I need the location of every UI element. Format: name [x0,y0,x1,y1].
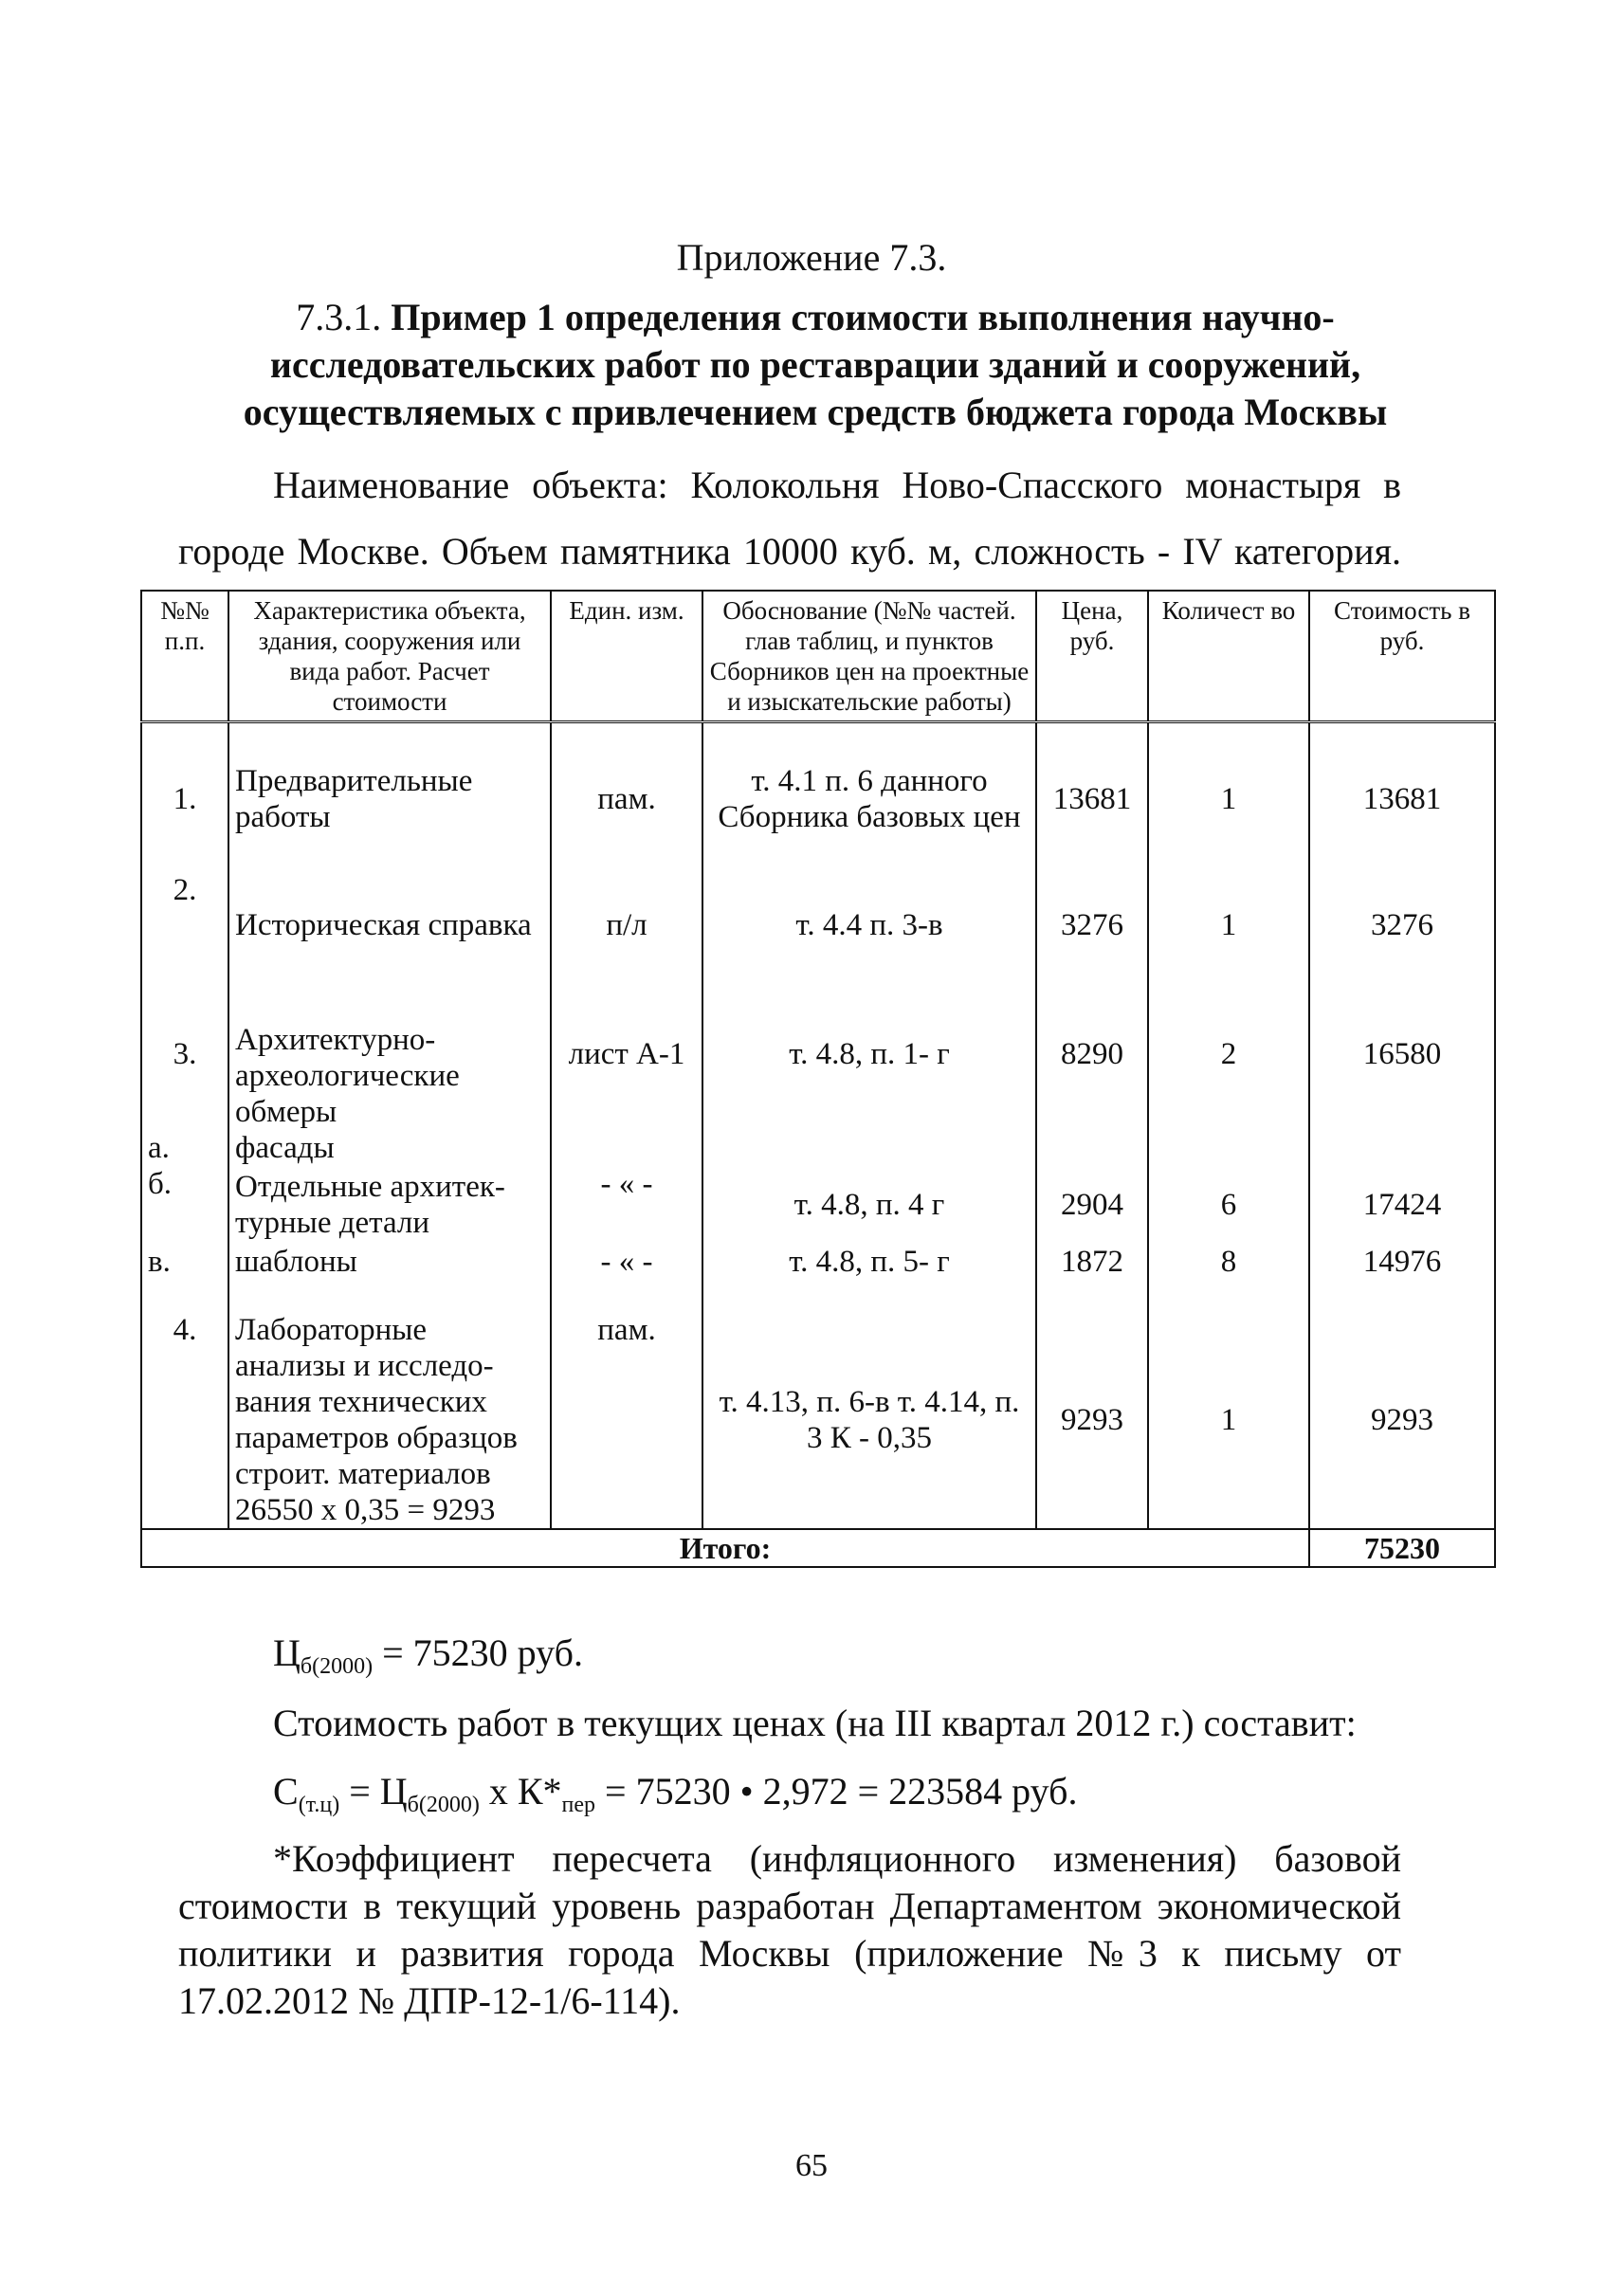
base-cost-symbol: Ц [273,1631,301,1674]
header-cost: Стоимость в руб. [1309,591,1495,722]
total-label: Итого: [141,1529,1309,1567]
formula-c: С [273,1770,299,1813]
table-row [141,722,1495,872]
row-name: шаблоны [228,1244,551,1312]
row-number: б. [141,1166,228,1244]
row-price: 13681 [1036,722,1148,872]
row-name: Архитектурно-археологические обмеры [228,978,551,1130]
row-cost [1309,1130,1495,1166]
footnote [178,1835,1401,2025]
row-unit: пам. [551,1312,702,1529]
heading-text: Пример 1 определения стоимости выполнения научно-исследовательских работ по реставрации зданий и сооружений, осуществляемых с привлечением средств бюджета города Москвы [243,296,1388,433]
row-basis [702,1130,1036,1166]
row-quantity [1148,1130,1309,1166]
row-unit: - « - [551,1244,702,1312]
base-cost-value: = 75230 руб. [373,1631,583,1674]
table-row [141,978,1495,1130]
row-price [1036,1130,1148,1166]
row-price: 1872 [1036,1244,1148,1312]
row-number: а. [141,1130,228,1166]
row-number: 4. [141,1312,228,1529]
row-basis: т. 4.4 п. 3-в [702,872,1036,978]
row-price: 9293 [1036,1312,1148,1529]
object-name-line-2: городе Москве. Объем памятника 10000 куб. м, сложность - IV категория. [178,530,1401,573]
formula-c-subscript: (т.ц) [298,1793,340,1817]
row-unit [551,1130,702,1166]
appendix-title: Приложение 7.3. [676,236,947,279]
row-basis: т. 4.1 п. 6 данного Сборника базовых цен [702,722,1036,872]
row-unit: пам. [551,722,702,872]
cost-table [140,590,1496,1568]
row-unit: - « - [551,1166,702,1244]
current-price-intro: Стоимость работ в текущих ценах (на III квартал 2012 г.) составит: [273,1702,1357,1744]
row-unit: п/л [551,872,702,978]
row-cost: 13681 [1309,722,1495,872]
total-row [141,1529,1495,1567]
row-quantity: 1 [1148,872,1309,978]
base-cost-line [273,1631,583,1680]
row-cost: 17424 [1309,1166,1495,1244]
row-name: фасады [228,1130,551,1166]
row-quantity: 1 [1148,1312,1309,1529]
row-price: 8290 [1036,978,1148,1130]
page-number: 65 [795,2148,828,2183]
row-quantity: 6 [1148,1166,1309,1244]
header-price: Цена, руб. [1036,591,1148,722]
header-unit: Един. изм. [551,591,702,722]
total-value: 75230 [1309,1529,1495,1567]
row-basis: т. 4.8, п. 1- г [702,978,1036,1130]
row-cost: 16580 [1309,978,1495,1130]
heading-number: 7.3.1. [296,296,382,338]
header-basis: Обоснование (№№ частей. глав таблиц, и пунктов Сборников цен на проектные и изыскательские работы) [702,591,1036,722]
object-name-line-1: Наименование объекта: Колокольня Ново-Спасского монастыря в [273,464,1401,506]
row-basis: т. 4.8, п. 5- г [702,1244,1036,1312]
row-cost: 3276 [1309,872,1495,978]
table-row [141,1130,1495,1166]
formula-base-subscript: б(2000) [407,1793,480,1817]
row-number: 3. [141,978,228,1130]
row-cost: 14976 [1309,1244,1495,1312]
current-cost-formula [273,1769,1077,1818]
row-quantity: 1 [1148,722,1309,872]
formula-k: х К* [479,1770,562,1813]
table-row [141,1166,1495,1244]
table-header-row [141,591,1495,722]
row-name: Историческая справка [228,872,551,978]
header-quantity: Количест во [1148,591,1309,722]
row-price: 3276 [1036,872,1148,978]
row-basis: т. 4.8, п. 4 г [702,1166,1036,1244]
row-unit: лист А-1 [551,978,702,1130]
row-quantity: 8 [1148,1244,1309,1312]
formula-k-subscript: пер [561,1793,596,1817]
row-name: Предварительные работы [228,722,551,872]
footnote-text: *Коэффициент пересчета (инфляционного изменения) базовой стоимости в текущий уровень разработан Департаментом экономической политики и развития города Москвы (приложение №3 к письму от 17.02.2012 № ДПР-12-1/6-114). [178,1837,1401,2022]
row-price: 2904 [1036,1166,1148,1244]
table-row [141,1312,1495,1529]
formula-base: = Ц [339,1770,408,1813]
row-name: Лабораторные анализы и исследо-вания технических параметров образцов строит. материалов 26550 х 0,35 = 9293 [228,1312,551,1529]
row-cost: 9293 [1309,1312,1495,1529]
table-row [141,872,1495,978]
example-heading [190,294,1441,436]
header-characteristic: Характеристика объекта, здания, сооружения или вида работ. Расчет стоимости [228,591,551,722]
formula-result: = 75230 • 2,972 = 223584 руб. [595,1770,1078,1813]
base-cost-subscript: б(2000) [300,1654,374,1679]
row-number: в. [141,1244,228,1312]
table-row [141,1244,1495,1312]
row-number: 2. [141,872,228,978]
row-basis: т. 4.13, п. 6-в т. 4.14, п. 3 К - 0,35 [702,1312,1036,1529]
row-quantity: 2 [1148,978,1309,1130]
row-name: Отдельные архитек-турные детали [228,1166,551,1244]
row-number: 1. [141,722,228,872]
header-number: №№ п.п. [141,591,228,722]
